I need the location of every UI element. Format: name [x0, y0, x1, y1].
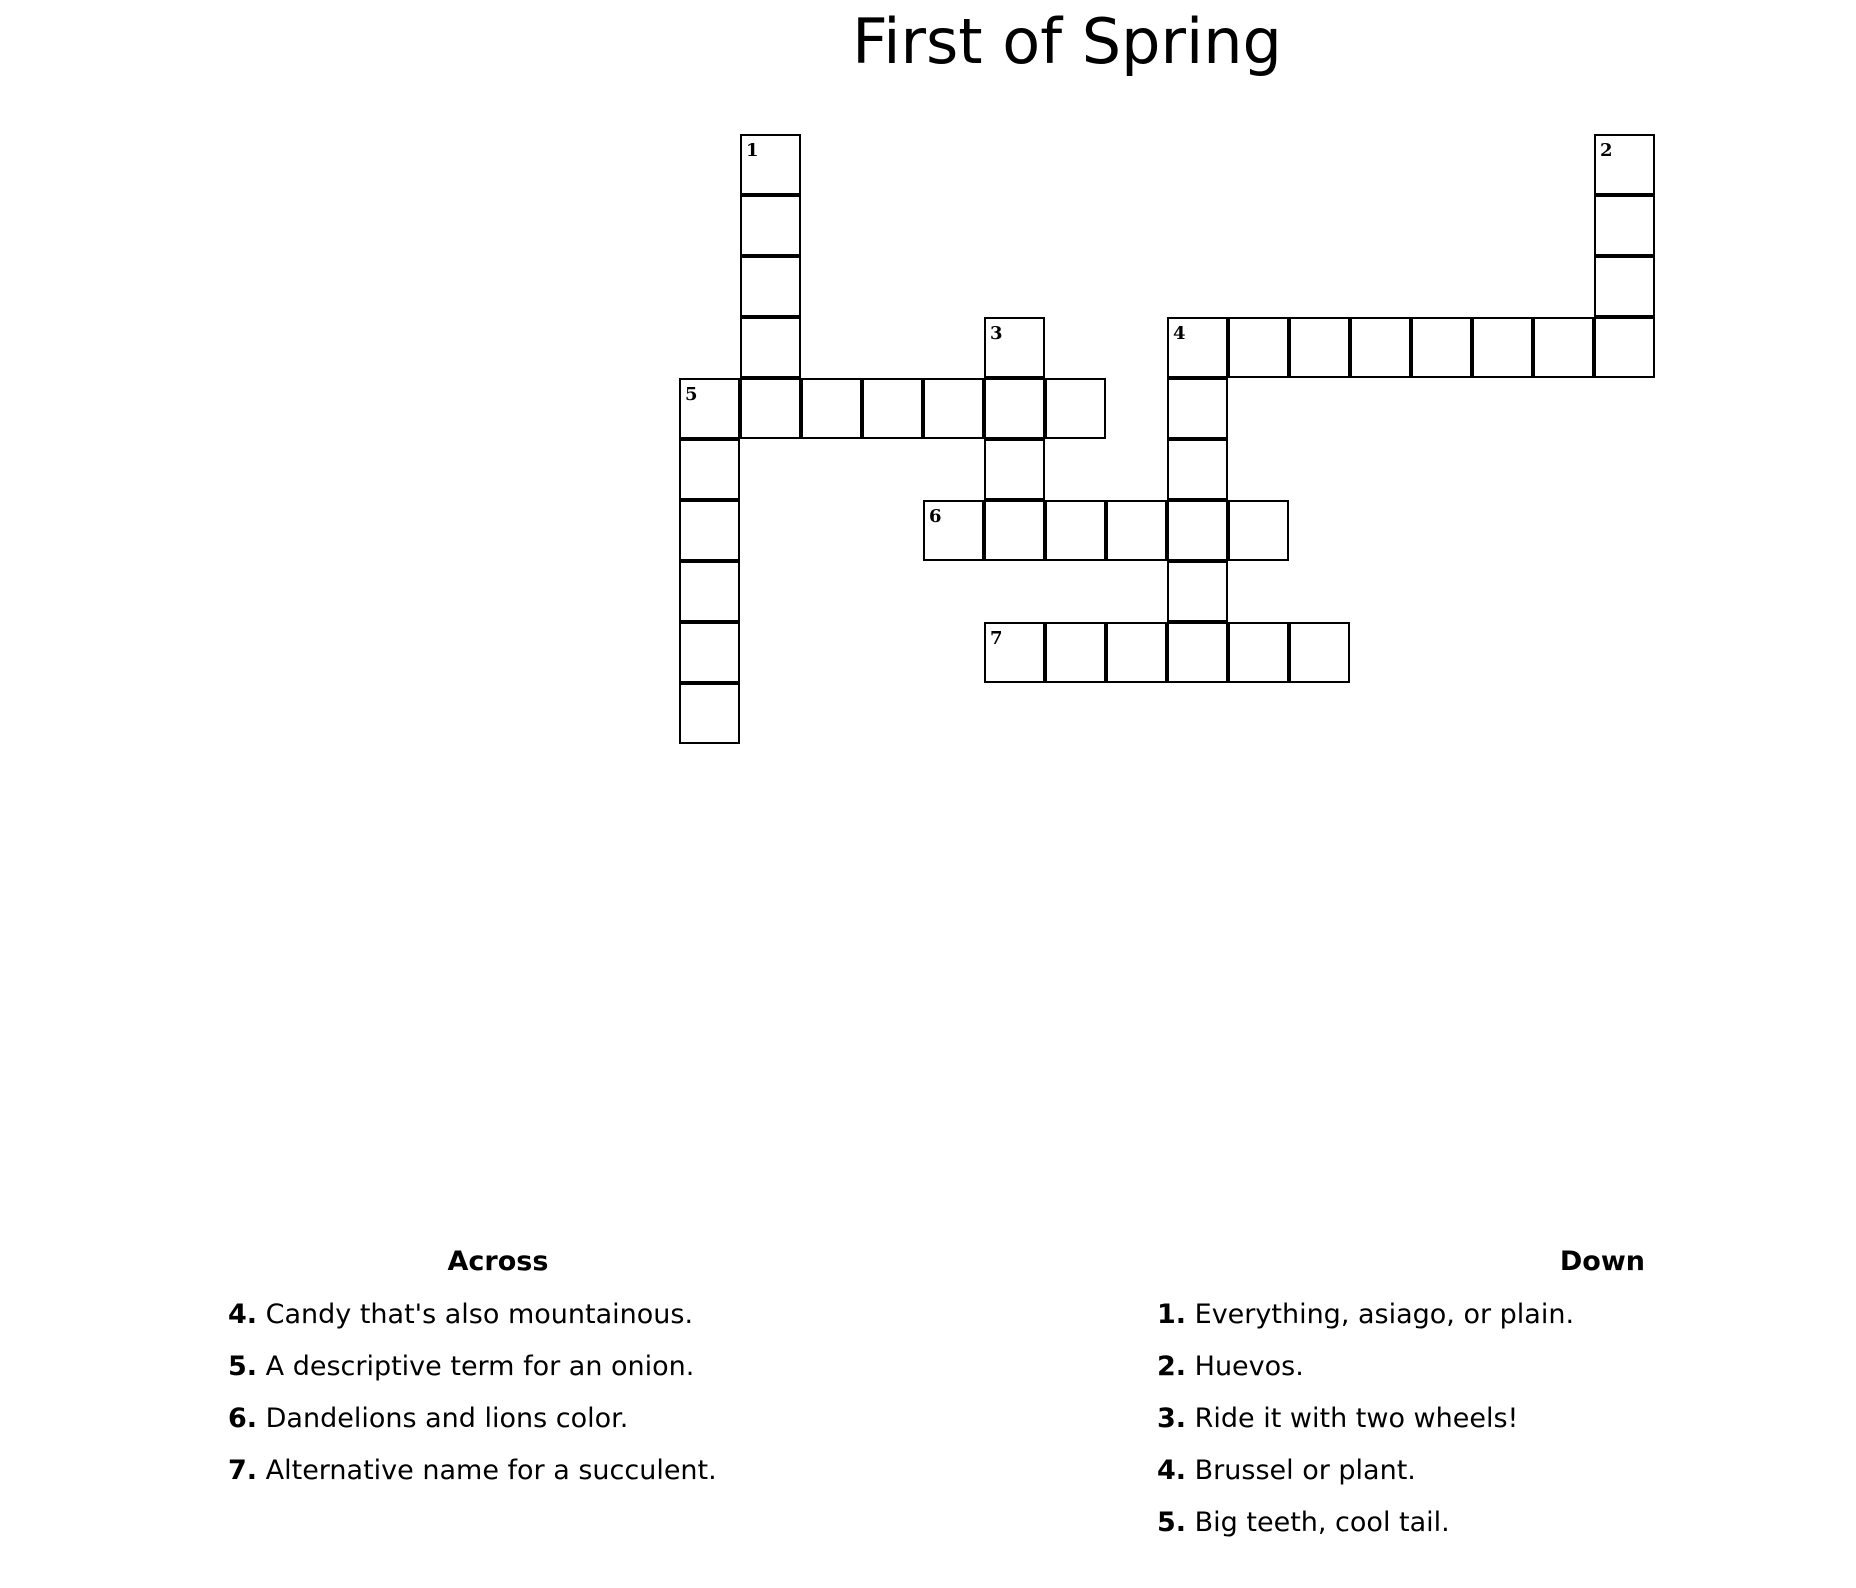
crossword-cell[interactable] — [1167, 317, 1228, 378]
clue-number-label: 1 — [746, 140, 759, 161]
crossword-cell[interactable] — [984, 378, 1045, 439]
crossword-cell[interactable] — [679, 622, 740, 683]
crossword-cell[interactable] — [984, 317, 1045, 378]
down-clue — [1157, 1497, 1697, 1549]
crossword-cell[interactable] — [1167, 439, 1228, 500]
crossword-cell[interactable] — [1167, 561, 1228, 622]
crossword-cell[interactable] — [801, 378, 862, 439]
clue-number-label: 6 — [929, 506, 942, 527]
crossword-cell[interactable] — [1594, 195, 1655, 256]
crossword-cell[interactable] — [740, 317, 801, 378]
clue-number-label: 2 — [1600, 140, 1613, 161]
clue-text: Big teeth, cool tail. — [1194, 1507, 1450, 1538]
crossword-cell[interactable] — [1289, 317, 1350, 378]
down-clue — [1157, 1341, 1697, 1393]
crossword-cell[interactable] — [1106, 622, 1167, 683]
clue-number: 3. — [1157, 1403, 1187, 1434]
across-clue — [228, 1393, 768, 1445]
across-clue-list — [228, 1289, 768, 1497]
crossword-cell[interactable] — [679, 500, 740, 561]
crossword-cell[interactable] — [984, 500, 1045, 561]
clue-number: 7. — [228, 1455, 258, 1486]
crossword-cell[interactable] — [679, 561, 740, 622]
clue-text: Candy that's also mountainous. — [265, 1299, 694, 1330]
crossword-cell[interactable] — [1228, 500, 1289, 561]
crossword-cell[interactable] — [1228, 622, 1289, 683]
clue-number-label: 5 — [685, 384, 698, 405]
crossword-cell[interactable] — [1411, 317, 1472, 378]
clue-number: 5. — [228, 1351, 258, 1382]
crossword-cell[interactable] — [1228, 317, 1289, 378]
crossword-cell[interactable] — [1350, 317, 1411, 378]
crossword-cell[interactable] — [862, 378, 923, 439]
down-clue — [1157, 1445, 1697, 1497]
clue-number: 6. — [228, 1403, 258, 1434]
crossword-cell[interactable] — [1594, 256, 1655, 317]
crossword-cell[interactable] — [1167, 500, 1228, 561]
crossword-cell[interactable] — [1472, 317, 1533, 378]
clue-number-label: 7 — [990, 628, 1003, 649]
crossword-cell[interactable] — [1106, 500, 1167, 561]
crossword-cell[interactable] — [740, 134, 801, 195]
crossword-cell[interactable] — [740, 378, 801, 439]
clue-number: 5. — [1157, 1507, 1187, 1538]
across-clues — [228, 1245, 768, 1497]
clue-text: Everything, asiago, or plain. — [1194, 1299, 1575, 1330]
crossword-cell[interactable] — [1045, 622, 1106, 683]
clue-text: A descriptive term for an onion. — [265, 1351, 695, 1382]
crossword-cell[interactable] — [1533, 317, 1594, 378]
clue-number-label: 4 — [1173, 323, 1186, 344]
crossword-cell[interactable] — [1045, 378, 1106, 439]
across-clue — [228, 1341, 768, 1393]
crossword-cell[interactable] — [923, 500, 984, 561]
clue-text: Dandelions and lions color. — [265, 1403, 629, 1434]
crossword-cell[interactable] — [1167, 378, 1228, 439]
crossword-cell[interactable] — [1594, 134, 1655, 195]
down-clues — [1157, 1245, 1697, 1549]
clue-number: 4. — [228, 1299, 258, 1330]
crossword-grid — [0, 0, 1856, 760]
across-clue — [228, 1445, 768, 1497]
down-heading: Down — [1559, 1246, 1645, 1277]
crossword-cell[interactable] — [1289, 622, 1350, 683]
crossword-cell[interactable] — [679, 683, 740, 744]
crossword-cell[interactable] — [984, 622, 1045, 683]
across-heading: Across — [447, 1246, 549, 1277]
crossword-cell[interactable] — [679, 378, 740, 439]
puzzle-title: First of Spring — [852, 5, 1282, 78]
across-clue — [228, 1289, 768, 1341]
crossword-cell[interactable] — [1167, 622, 1228, 683]
clue-number: 2. — [1157, 1351, 1187, 1382]
clue-text: Huevos. — [1194, 1351, 1304, 1382]
clue-number: 4. — [1157, 1455, 1187, 1486]
crossword-cell[interactable] — [1594, 317, 1655, 378]
crossword-cell[interactable] — [923, 378, 984, 439]
crossword-cell[interactable] — [740, 256, 801, 317]
clue-number-label: 3 — [990, 323, 1003, 344]
down-clue — [1157, 1289, 1697, 1341]
down-clue — [1157, 1393, 1697, 1445]
crossword-cell[interactable] — [1045, 500, 1106, 561]
clue-text: Ride it with two wheels! — [1194, 1403, 1519, 1434]
clue-number: 1. — [1157, 1299, 1187, 1330]
crossword-cell[interactable] — [679, 439, 740, 500]
clue-text: Alternative name for a succulent. — [265, 1455, 717, 1486]
crossword-cell[interactable] — [740, 195, 801, 256]
clue-text: Brussel or plant. — [1194, 1455, 1416, 1486]
crossword-cell[interactable] — [984, 439, 1045, 500]
down-clue-list — [1157, 1289, 1697, 1549]
